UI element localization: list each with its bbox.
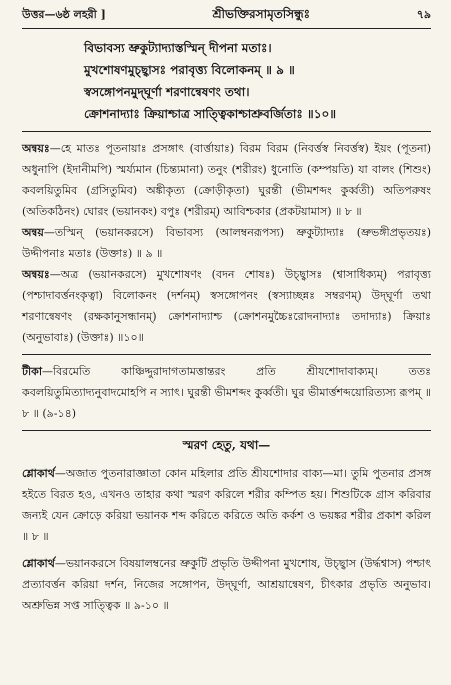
verse-line-4: ক্রোশনাদ্যাঃ ক্রিয়াশ্চাত্র সাত্ত্বিকাশ্চাশ্রুবর্জিতাঃ ॥১০॥ [84,107,337,121]
shlokartha-text: —অজাত পুতনারাজ্ঞাতা কোন মহিলার প্রতি শ্রীযশোদার বাক্য—মা। তুমি পুতনার প্রসঙ্গ হইতে বিরত হও, এখনও তাহার কথা স্মরণ করিলে শরীর কম্পিত হয়। শিশুটিকে গ্রাস করিবার জন্যই যেন ক্রোড়ে করিয়া ভয়ানক শব্দ করিতে করিতে অতি কর্কশ ও ভয়ঙ্কর শরীর প্রকাশ করিল ॥ ৮ ॥ [22,467,431,543]
anvaya-text: —হে মাতঃ পূতনায়াঃ প্রসঙ্গাৎ (বার্ত্তায়াঃ) বিরম বিরম (নিবর্ত্তস্ব নিবর্ত্তস্ব) ইয়ং (পূতনা) অধুনাপি (ইদানীমপি) স্মর্য্যমান (চিন্ত্যমানা) তনুং (শরীরং) ধুনোতি (কম্পয়তি) যা বালং (শিশুং) কবলয়িতুমিব (গ্রসিতুমিব) অঙ্কীকৃত্য (ক্রোড়ীকৃতা) ঘুরন্তী (ভীমশব্দং কুর্ব্বতী) অতিপরুষং (অতিকঠিনং) ঘোরং (ভয়ানকং) বপুঃ (শরীরম্) আবিশ্চকার (প্রকটয়ামাস) ॥ ৮ ॥ [22,142,431,218]
shlokartha-paragraph-2 [22,553,431,616]
page-header [22,6,431,29]
section-title: স্মরণ হেতু, যথা— [182,438,271,452]
page-number: ৭৯ [416,8,431,21]
divider [22,354,431,355]
shlokartha-text: —ভয়ানকরসে বিষয়ালম্বনের ভ্রুকুটি প্রভৃতি উদ্দীপনা মুখশোষ, উচ্ছ্বাস (উর্দ্ধশ্বাস) পশ্চাৎ প্রত্যাবর্ত্তন করিয়া দর্শন, নিজের সঙ্গোপন, উদ্‌ঘূর্ণা, আশ্রয়ান্বেষণ, চীৎকার প্রভৃতি অনুভাব। অশ্রুভিন্ন সপ্ত সাত্ত্বিক ॥ ৯-১০ ॥ [22,557,431,612]
shlokartha-label: শ্লোকার্থ [22,557,55,570]
verse-line-1: বিভাবস্য ভ্রুকুট্যাদ্যাস্তস্মিন্ দীপনা মতাঃ। [84,41,272,55]
anvaya-paragraph-1 [22,138,431,222]
header-chapter: উত্তর—৬ষ্ঠ লহরী ] [22,8,106,21]
anvaya-label: অন্বয়ঃ [22,142,50,155]
tika-paragraph [22,361,431,424]
anvaya-text: —অত্র (ভয়ানকরসে) মুখশোষণং (বদন শোষঃ) উচ্ছ্বাসঃ (শ্বাসাধিক্যম্) পরাবৃত্ত্য (পশ্চাদাবর্ত্তনংকৃত্বা) বিলোকনং (দর্শনম্) স্বসঙ্গোপনং (স্বস্যাচ্ছন্নঃ সম্বরণম্) উদ্‌ঘূর্ণা তথা শরণান্বেষণং (রক্ষকানুসন্ধানম্) ক্রোশনাদ্যাশ্চ (ক্রোশনমুচ্চৈঃরোদনাদ্যাঃ তদাদ্যাঃ) ক্রিয়াঃ (অনুভাবাঃ) (উক্তাঃ) ॥১০॥ [22,268,431,344]
anvaya-paragraph-2 [22,222,431,264]
divider [22,131,431,132]
anvaya-label: অন্বয় [22,226,44,239]
tika-label: টীকা [22,365,43,378]
sanskrit-verses [22,37,431,125]
anvaya-paragraph-3 [22,264,431,348]
header-book-title: শ্রীভক্তিরসামৃতসিন্ধুঃ [212,7,310,21]
tika-text: —বিরমেতি কাঞ্চিদ্দুরাদাগতামত্তান্তরং প্রতি শ্রীযশোদাবাক্যম্। ততঃ কবলয়িতুমিত্যাদ্যনুবাদমোহপি ন স্যাৎ। ঘুরন্তী ভীমশব্দং কুর্ব্বতী। ঘুর ভীমার্ত্তশব্দয়োরিত্যস্য রূপম্ ॥ ৮ ॥ (৯-১৪) [22,365,431,420]
anvaya-text: —তস্মিন্ (ভয়ানকরসে) বিভাবস্য (আলম্বনরূপস্য) ভ্রুকুট্যাদ্যাঃ (ভ্রুভঙ্গীপ্রভৃতয়ঃ) উদ্দীপনাঃ মতাঃ (উক্তাঃ) ॥ ৯ ॥ [22,226,431,260]
anvaya-label: অন্বয়ঃ [22,268,50,281]
shlokartha-paragraph-1 [22,463,431,547]
verse-line-3: স্বসঙ্গোপনমুদ্‌ঘূর্ণা শরণান্বেষণং তথা। [84,85,250,99]
divider [22,430,431,431]
verse-line-2: মুখশোষণমুচ্ছ্বাসঃ পরাবৃত্ত্য বিলোকনম্ ॥ ৯ ॥ [84,63,295,77]
shlokartha-label: শ্লোকার্থ [22,467,55,480]
